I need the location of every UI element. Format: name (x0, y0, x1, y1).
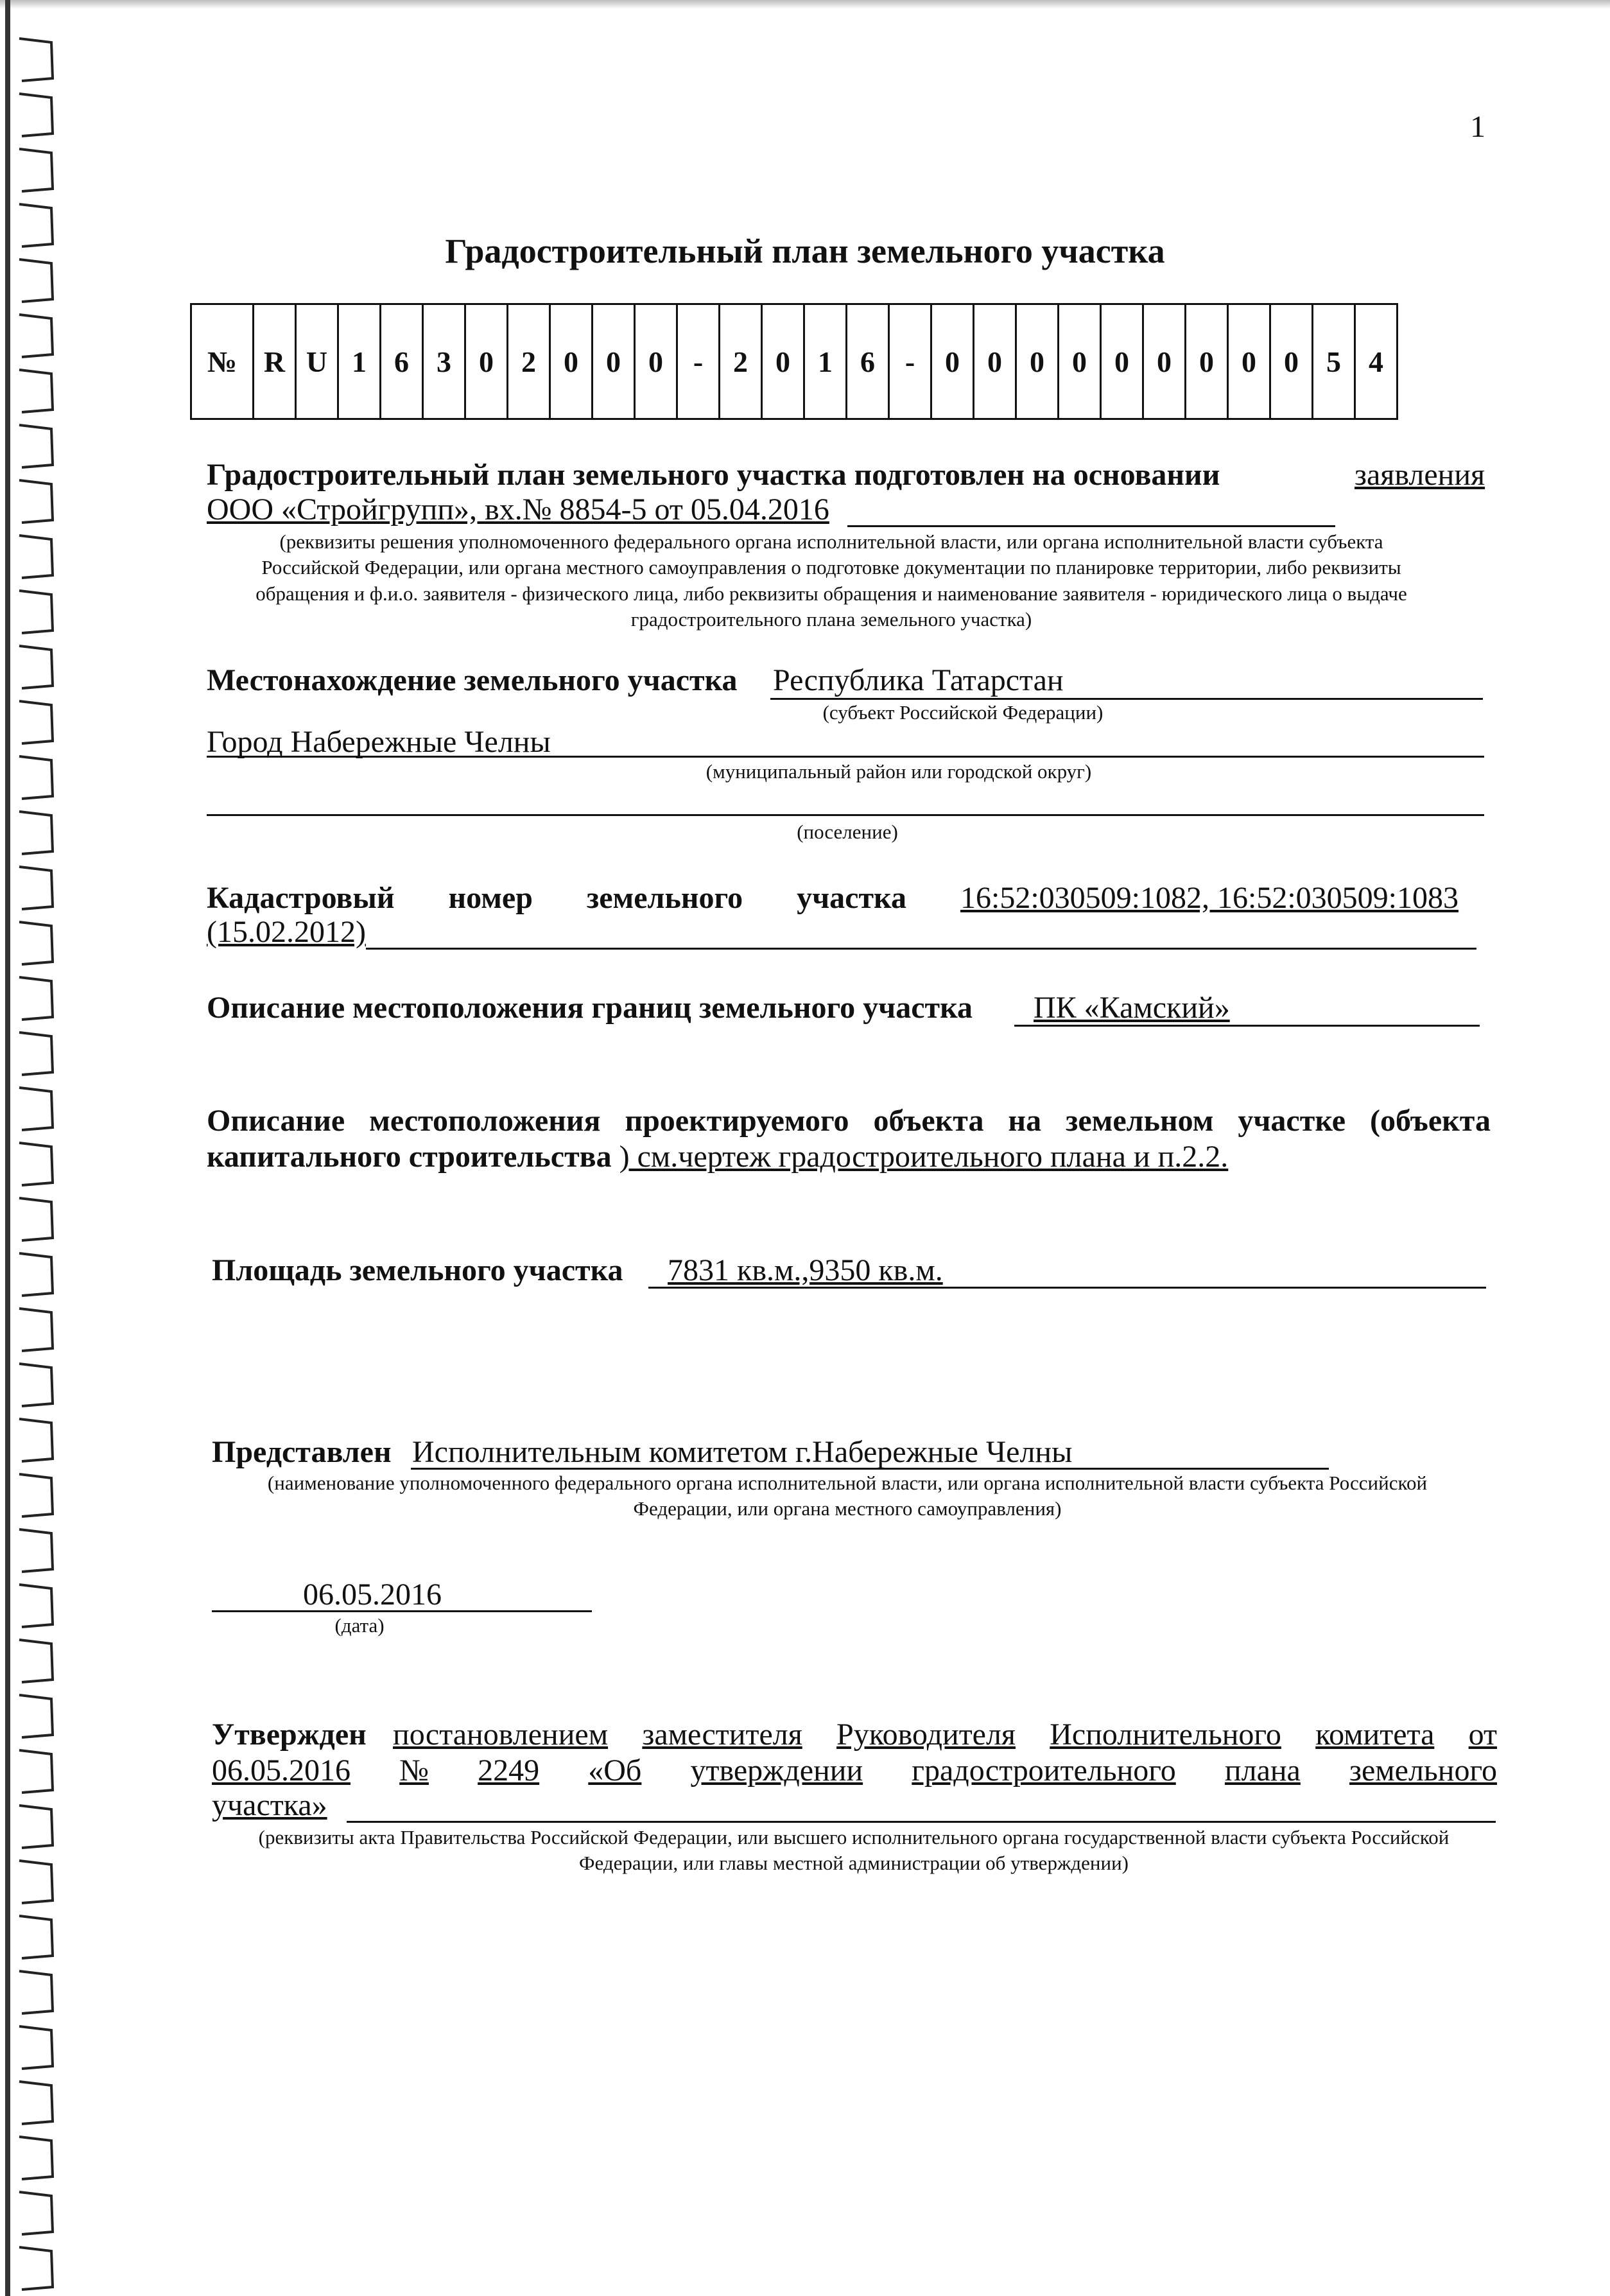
location-subject-note: (субъект Российской Федерации) (822, 701, 1104, 724)
cadastral-underline (366, 948, 1476, 950)
approved-note: (реквизиты акта Правительства Российской Федерации, или высшего исполнительного органа государственной власти субъекта Российской Федерации, или главы местной администрации об утверждении) (258, 1826, 1450, 1875)
approved-line2: 06.05.2016 № 2249 «Об утверждении градостроительного плана земельного (212, 1753, 1497, 1787)
plan-number-cell: 1 (804, 304, 847, 419)
location-subject-value: Республика Татарстан (773, 663, 1064, 697)
document-title: Градостроительный план земельного участка (445, 232, 1165, 270)
plan-number-cell: - (889, 304, 931, 419)
binder-mark (19, 2137, 53, 2179)
plan-number-cell: 0 (931, 304, 974, 419)
binder-mark (19, 1419, 53, 1461)
object-line2 (207, 1142, 1228, 1172)
binder-mark (19, 591, 53, 633)
basis-underline (847, 525, 1335, 527)
binder-mark (19, 1364, 53, 1406)
plan-number-table (190, 303, 1398, 420)
area-label: Площадь земельного участка (212, 1253, 623, 1287)
plan-number-cell: 0 (1143, 304, 1186, 419)
approved-underline (347, 1821, 1496, 1823)
plan-number-cell: 0 (762, 304, 804, 419)
date-underline (212, 1610, 592, 1612)
plan-number-cell: R (254, 304, 296, 419)
binder-mark (19, 94, 53, 136)
approved-line3: участка» (212, 1788, 327, 1822)
plan-number-cell: 4 (1355, 304, 1398, 419)
plan-number-cell: 0 (1186, 304, 1228, 419)
binder-mark (19, 2026, 53, 2069)
binder-mark (19, 1971, 53, 2013)
plan-number-cell: 3 (423, 304, 465, 419)
plan-number-cell: 2 (720, 304, 762, 419)
binder-mark (19, 425, 53, 467)
binder-mark (19, 867, 53, 909)
presented-note: (наименование уполномоченного федерального органа исполнительной власти, или органа исполнительной власти субъекта Российской Федерации, или органа местного самоуправления) (267, 1472, 1428, 1520)
plan-number-cell: 0 (1101, 304, 1143, 419)
plan-number-cell: 2 (508, 304, 550, 419)
plan-number-cell: 0 (1270, 304, 1313, 419)
binder-mark (19, 1805, 53, 1848)
cadastral-value-line1: 16:52:030509:1082, 16:52:030509:1083 (960, 881, 1459, 915)
binder-mark (19, 480, 53, 523)
plan-number-cell: 0 (465, 304, 508, 419)
basis-note: (реквизиты решения уполномоченного федерального органа исполнительной власти, или органа исполнительной власти субъекта Российской Федерации, или органа местного самоуправления о подготовке документации по планировке территории, либо реквизиты обращения и ф.и.о. заявителя - физического лица, либо реквизиты обращения и наименование заявителя - юридического лица о выдаче градостроительного плана земельного участка) (255, 530, 1407, 631)
plan-number-cell: 1 (338, 304, 381, 419)
binder-mark (19, 922, 53, 964)
binder-mark (19, 535, 53, 578)
presented-value: Исполнительным комитетом г.Набережные Челны (412, 1435, 1073, 1469)
plan-number-cell: 6 (381, 304, 423, 419)
plan-number-cell: 0 (1059, 304, 1101, 419)
binder-mark (19, 701, 53, 744)
area-underline (648, 1287, 1486, 1289)
binder-mark (19, 1861, 53, 1903)
page-number: 1 (1470, 110, 1485, 144)
binder-mark (19, 1695, 53, 1737)
basis-value-line2: ООО «Стройгрупп», вх.№ 8854-5 от 05.04.2016 (207, 492, 829, 526)
binder-mark (19, 1529, 53, 1572)
binder-mark (19, 756, 53, 799)
location-settlement-note: (поселение) (797, 821, 898, 843)
cadastral-label: Кадастровый номер земельного участка (207, 881, 906, 915)
binder-mark (19, 1309, 53, 1351)
binder-mark (19, 977, 53, 1020)
object-line2-value: ) см.чертеж градостроительного плана и п.2.2. (619, 1140, 1229, 1174)
plan-number-cell: 0 (635, 304, 677, 419)
object-line2-label: капитального строительства (207, 1140, 612, 1174)
location-label: Местонахождение земельного участка (207, 663, 738, 697)
binder-mark (19, 149, 53, 191)
object-line1: Описание местоположения проектируемого объекта на земельном участке (объекта (207, 1104, 1491, 1138)
binder-mark (19, 2192, 53, 2234)
approved-label: Утвержден (212, 1718, 367, 1752)
location-district-note: (муниципальный район или городской округ) (705, 760, 1092, 783)
binder-mark (19, 1253, 53, 1296)
scan-top-edge (0, 0, 1610, 9)
presented-label: Представлен (212, 1435, 392, 1469)
area-value: 7831 кв.м.,9350 кв.м. (668, 1253, 943, 1287)
binder-mark (19, 2247, 53, 2290)
binder-mark (19, 646, 53, 688)
date-note: (дата) (334, 1614, 385, 1637)
plan-number-cell: 0 (1016, 304, 1059, 419)
basis-label: Градостроительный план земельного участка подготовлен на основании (207, 458, 1220, 492)
binder-mark (19, 1088, 53, 1130)
boundaries-label: Описание местоположения границ земельного участка (207, 991, 973, 1025)
plan-number-cell: 0 (593, 304, 635, 419)
binder-mark (19, 1585, 53, 1627)
binder-mark (19, 315, 53, 357)
plan-number-cell: 6 (847, 304, 889, 419)
boundaries-value: ПК «Камский» (1034, 991, 1230, 1025)
plan-number-cell: 0 (550, 304, 593, 419)
basis-value-line1: заявления (1355, 458, 1485, 492)
plan-number-cell: U (296, 304, 338, 419)
plan-number-sign-cell: № (191, 304, 254, 419)
binder-mark (19, 39, 53, 81)
binder-mark (19, 1198, 53, 1240)
location-settlement-underline (207, 814, 1484, 816)
binder-mark (19, 1916, 53, 1958)
binder-mark (19, 1143, 53, 1185)
boundaries-underline (1014, 1025, 1480, 1027)
plan-number-cell: - (677, 304, 720, 419)
binder-mark (19, 1640, 53, 1682)
binder-mark (19, 1032, 53, 1075)
cadastral-value-line2: (15.02.2012) (207, 915, 366, 949)
date-value: 06.05.2016 (303, 1578, 442, 1612)
binder-mark (19, 1750, 53, 1793)
presented-underline (411, 1468, 1329, 1470)
binder-mark (19, 370, 53, 412)
binder-hole-marks (0, 0, 64, 2296)
location-district-underline (207, 756, 1484, 758)
approved-line1: постановлением заместителя Руководителя Исполнительного комитета от (393, 1718, 1497, 1752)
binder-mark (19, 2082, 53, 2124)
location-district-value: Город Набережные Челны (207, 725, 551, 759)
plan-number-cell: 0 (1228, 304, 1270, 419)
plan-number-cell: 0 (974, 304, 1016, 419)
binder-mark (19, 1474, 53, 1517)
binder-mark (19, 812, 53, 854)
scan-edge-strip (5, 0, 10, 2296)
plan-number-cell: 5 (1313, 304, 1355, 419)
